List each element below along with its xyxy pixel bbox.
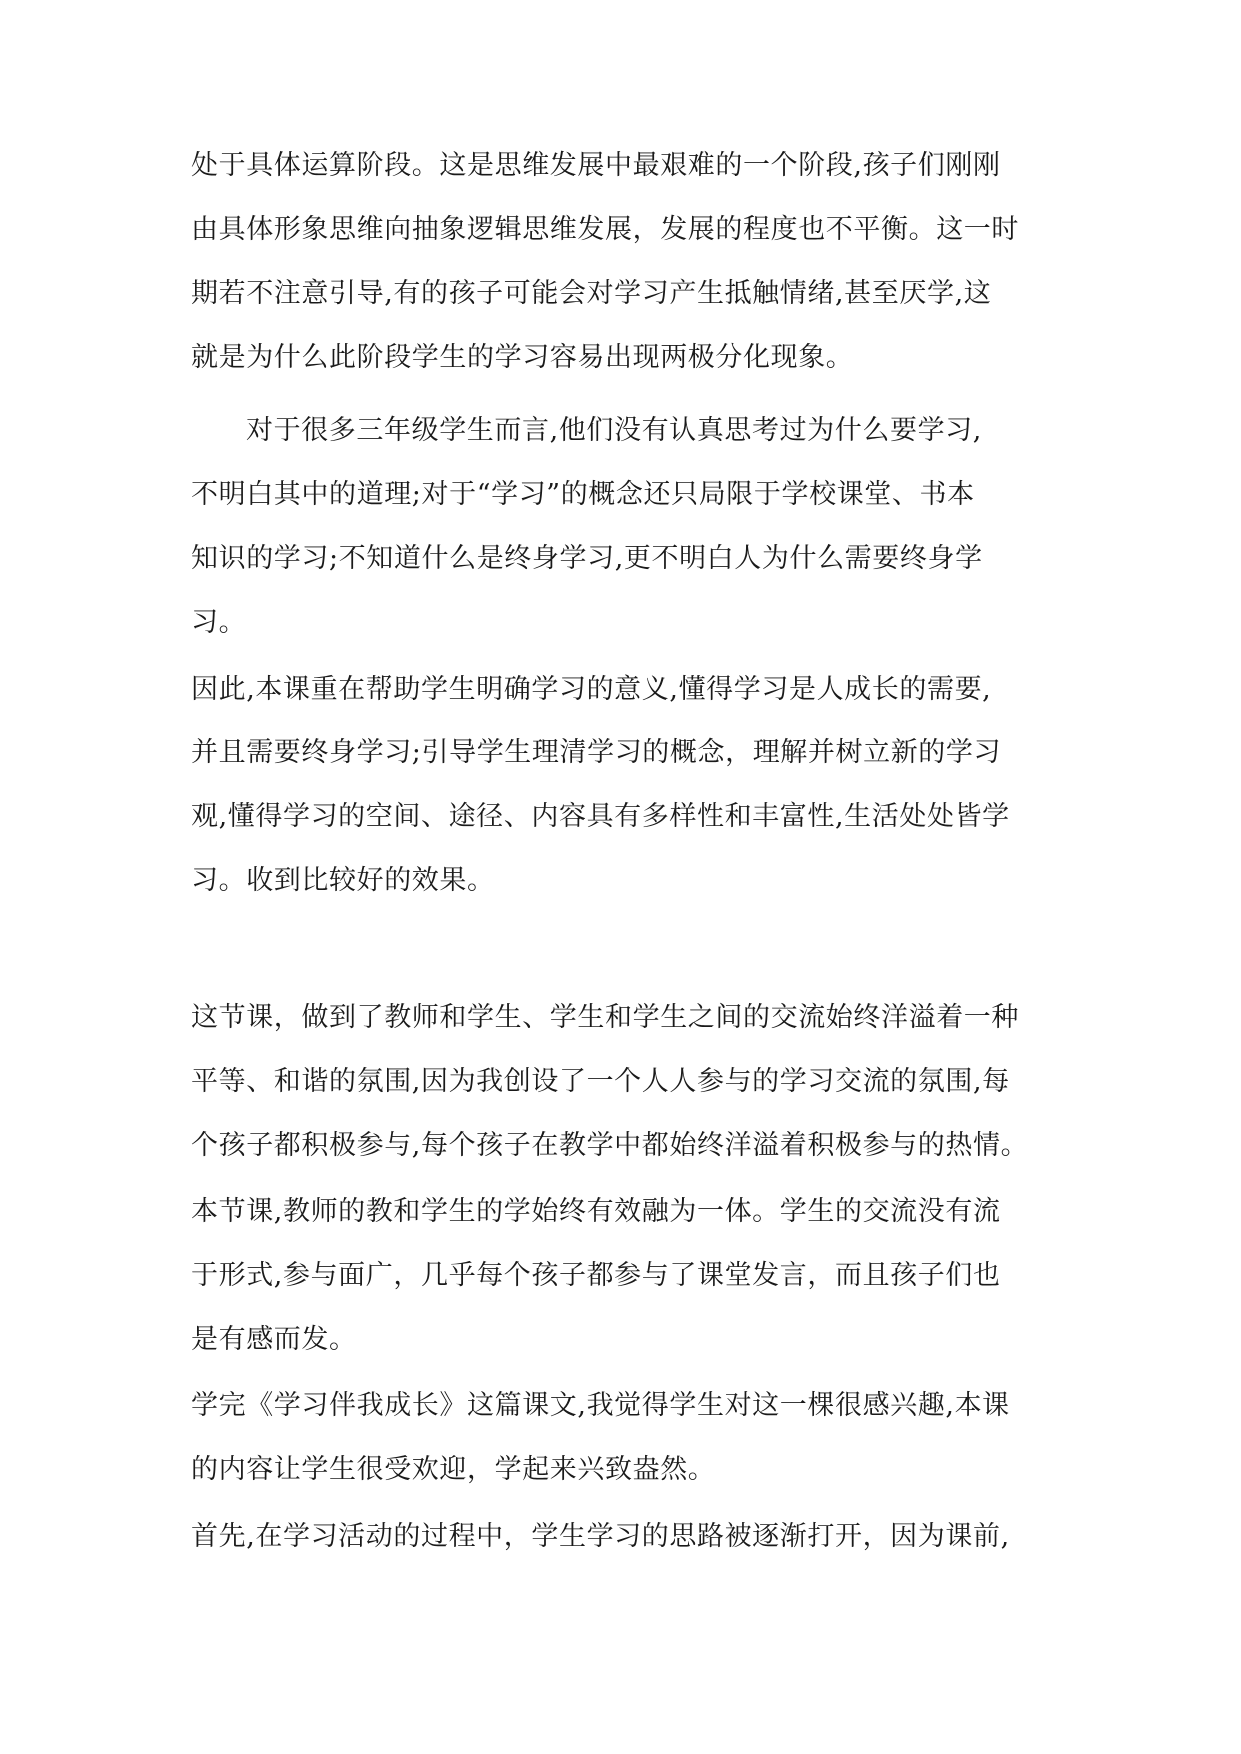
text-line: 习。收到比较好的效果。	[191, 865, 495, 896]
text-line: 处于具体运算阶段。这是思维发展中最艰难的一个阶段,孩子们刚刚	[191, 150, 1001, 181]
text-line-indented: 对于很多三年级学生而言,他们没有认真思考过为什么要学习,	[246, 415, 982, 446]
text-line: 并且需要终身学习;引导学生理清学习的概念，理解并树立新的学习	[191, 737, 1002, 768]
text-line: 习。	[191, 607, 247, 638]
text-line: 首先,在学习活动的过程中，学生学习的思路被逐渐打开，因为课前,	[191, 1521, 1010, 1552]
text-line: 学完《学习伴我成长》这篇课文,我觉得学生对这一棵很感兴趣,本课	[191, 1390, 1010, 1421]
text-line: 就是为什么此阶段学生的学习容易出现两极分化现象。	[191, 342, 854, 373]
text-line: 因此,本课重在帮助学生明确学习的意义,懂得学习是人成长的需要,	[191, 674, 992, 705]
text-line: 这节课，做到了教师和学生、学生和学生之间的交流始终洋溢着一种	[191, 1002, 1019, 1033]
text-line: 本节课,教师的教和学生的学始终有效融为一体。学生的交流没有流	[191, 1196, 1001, 1227]
text-line: 知识的学习;不知道什么是终身学习,更不明白人为什么需要终身学	[191, 543, 983, 574]
text-line: 不明白其中的道理;对于“学习”的概念还只局限于学校课堂、书本	[191, 479, 975, 510]
text-line: 平等、和谐的氛围,因为我创设了一个人人参与的学习交流的氛围,每	[191, 1066, 1010, 1097]
text-line: 观,懂得学习的空间、途径、内容具有多样性和丰富性,生活处处皆学	[191, 801, 1010, 832]
text-line: 于形式,参与面广，几乎每个孩子都参与了课堂发言，而且孩子们也	[191, 1260, 1001, 1291]
text-line: 个孩子都积极参与,每个孩子在教学中都始终洋溢着积极参与的热情。	[191, 1130, 1029, 1161]
text-line: 是有感而发。	[191, 1324, 357, 1355]
text-line: 期若不注意引导,有的孩子可能会对学习产生抵触情绪,甚至厌学,这	[191, 278, 992, 309]
text-line: 的内容让学生很受欢迎，学起来兴致盎然。	[191, 1454, 716, 1485]
text-line: 由具体形象思维向抽象逻辑思维发展，发展的程度也不平衡。这一时	[191, 214, 1019, 245]
